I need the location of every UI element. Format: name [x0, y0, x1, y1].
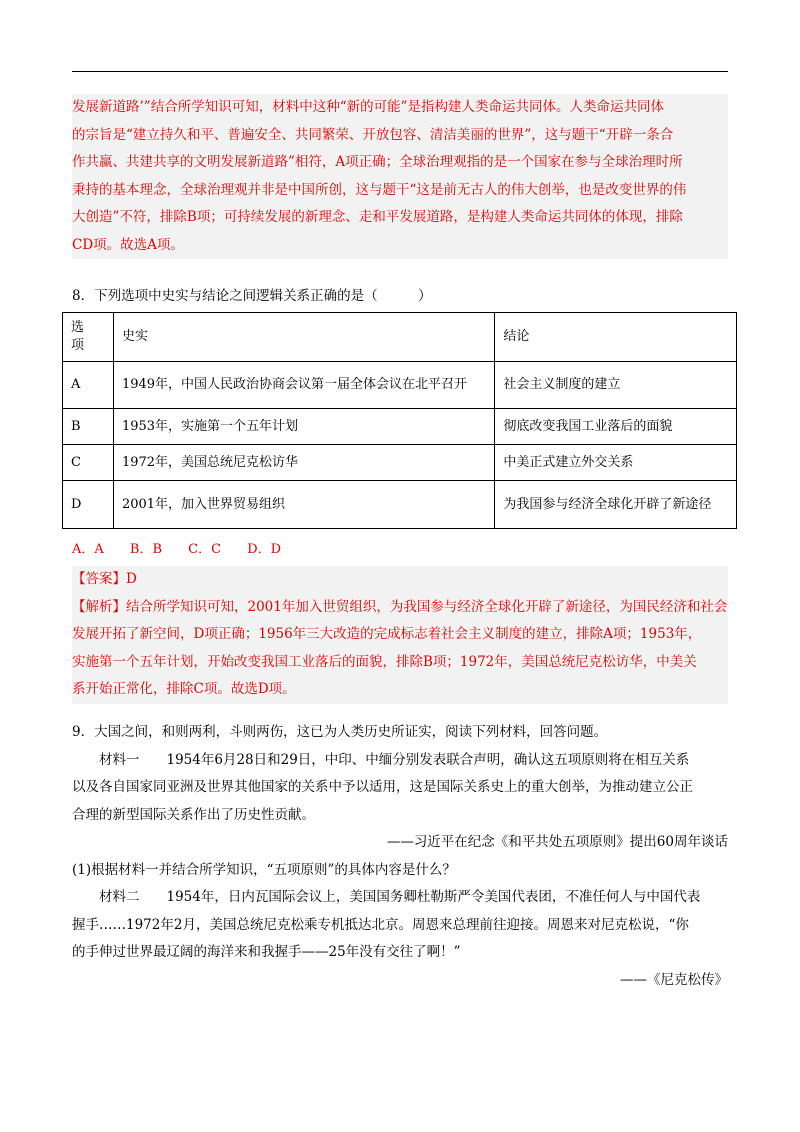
row-option: D: [63, 481, 114, 529]
material1-line: 合理的新型国际关系作出了历史性贡献。: [72, 806, 315, 823]
question9: [72, 719, 728, 994]
table-row: [63, 362, 737, 409]
choice-b: B．B: [129, 542, 163, 557]
header-option: 选 项: [63, 313, 114, 362]
row-fact: 2001年，加入世界贸易组织: [113, 481, 494, 529]
question8-table: [62, 312, 737, 529]
answer-label: 【答案】: [72, 571, 126, 587]
header-rule: [72, 71, 728, 72]
explanation-line: 的宗旨是“建立持久和平、普遍安全、共同繁荣、开放包容、清洁美丽的世界”，这与题干“开辟一条合: [72, 126, 674, 143]
answer-value: D: [126, 571, 137, 587]
row-conclusion: 彻底改变我国工业落后的面貌: [495, 409, 737, 445]
header-fact: 史实: [113, 313, 494, 362]
material2-source: ——《尼克松传》: [620, 971, 728, 988]
choice-d: D．D: [247, 542, 282, 557]
row-fact: 1972年，美国总统尼克松访华: [113, 445, 494, 481]
table-row: [63, 409, 737, 445]
choice-c: C．C: [188, 542, 222, 557]
row-conclusion: 为我国参与经济全球化开辟了新途径: [495, 481, 737, 529]
explanation-line: 作共赢、共建共享的文明发展新道路”相符，A项正确；全球治理观指的是一个国家在参与全球治理时所: [72, 154, 683, 170]
table-row: [63, 445, 737, 481]
explanation-line: 秉持的基本理念，全球治理观并非是中国所创，这与题干“这是前无古人的伟大创举，也是改变世界的伟: [72, 181, 687, 198]
explanation-line: CD项。故选A项。: [72, 236, 184, 253]
sub-question1: (1)根据材料一并结合所学知识，“五项原则”的具体内容是什么？: [72, 861, 456, 878]
material2-line: 握手……1972年2月，美国总统尼克松乘专机抵达北京。周恩来总理前往迎接。周恩来对尼克松说，“你: [72, 916, 689, 933]
analysis-text: 结合所学知识可知，2001年加入世贸组织，为我国参与经济全球化开辟了新途径，为国民经济和社会: [126, 598, 728, 615]
answer7-explanation: [72, 94, 728, 259]
row-option: C: [63, 445, 114, 481]
explanation-line: 发展新道路’”结合所学知识可知，材料中这种“新的可能”是指构建人类命运共同体。人类命运共同体: [72, 99, 664, 115]
analysis-line: 发展开拓了新空间，D项正确；1956年三大改造的完成标志着社会主义制度的建立，排除A项；1953年，: [72, 626, 702, 642]
row-fact: 1949年，中国人民政治协商会议第一届全体会议在北平召开: [113, 362, 494, 409]
row-option: A: [63, 362, 114, 409]
analysis-line: [72, 594, 728, 622]
explanation-line: 大创造”不符，排除B项；可持续发展的新理念、走和平发展道路，是构建人类命运共同体的体现，排除: [72, 209, 683, 225]
question9-stem: 9．大国之间，和则两利，斗则两伤，这已为人类历史所证实，阅读下列材料，回答问题。: [72, 724, 608, 740]
question8-stem: 8．下列选项中史实与结论之间逻辑关系正确的是（ ）: [72, 288, 432, 304]
material2-line: 材料二 1954年，日内瓦国际会议上，美国国务卿杜勒斯严令美国代表团，不准任何人与中国代表: [99, 889, 701, 905]
table-row: [63, 481, 737, 529]
analysis-line: 系开始正常化，排除C项。故选D项。: [72, 681, 296, 697]
answer8-block: [72, 566, 728, 704]
material1-source: ——习近平在纪念《和平共处五项原则》提出60周年谈话: [386, 834, 728, 850]
question8-choices: [72, 537, 303, 563]
row-option: B: [63, 409, 114, 445]
answer-line: [72, 566, 728, 594]
material2-line: 的手伸过世界最辽阔的海洋来和我握手——25年没有交往了啊！”: [72, 944, 461, 960]
analysis-line: 实施第一个五年计划，开始改变我国工业落后的面貌，排除B项；1972年，美国总统尼克松访华，中美关: [72, 653, 697, 670]
material1-line: 以及各自国家同亚洲及世界其他国家的关系中予以适用，这是国际关系史上的重大创举，为推动建立公正: [72, 779, 693, 795]
row-fact: 1953年，实施第一个五年计划: [113, 409, 494, 445]
analysis-label: 【解析】: [72, 598, 126, 615]
header-conclusion: 结论: [495, 313, 737, 362]
table-header-row: [63, 313, 737, 362]
choice-a: A．A: [72, 542, 104, 557]
row-conclusion: 社会主义制度的建立: [495, 362, 737, 409]
material1-line: 材料一 1954年6月28日和29日，中印、中缅分别发表联合声明，确认这五项原则将在相互关系: [99, 751, 690, 768]
row-conclusion: 中美正式建立外交关系: [495, 445, 737, 481]
